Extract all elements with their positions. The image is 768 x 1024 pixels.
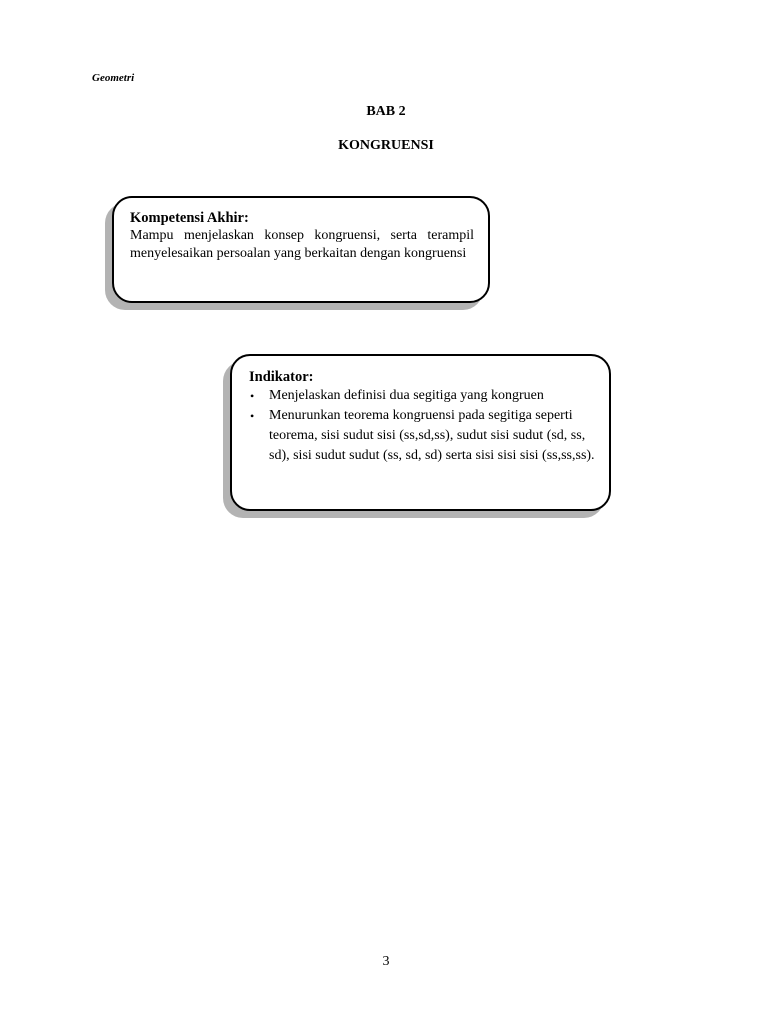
indikator-item-text: Menjelaskan definisi dua segitiga yang kongruen [269,388,544,403]
indikator-box [230,354,611,511]
running-header: Geometri [92,72,135,84]
bullet-icon: • [250,389,255,403]
list-item [249,406,595,466]
indikator-list [249,386,595,466]
page-number: 3 [382,954,390,969]
chapter-number: BAB 2 [366,104,406,119]
bullet-icon: • [250,409,255,423]
list-item [249,386,595,406]
kompetensi-akhir-box [112,196,490,303]
indikator-item-text: Menurunkan teorema kongruensi pada segitiga seperti teorema, sisi sudut sisi (ss,sd,ss), sudut sisi sudut (sd, ss, sd), sisi sudut sudut (ss, sd, sd) serta sisi sisi sisi (ss,ss,ss). [269,408,595,463]
chapter-title: KONGRUENSI [338,138,434,153]
indikator-title: Indikator: [249,369,314,385]
kompetensi-text: Mampu menjelaskan konsep kongruensi, serta terampil menyelesaikan persoalan yang berkaitan dengan kongruensi [130,228,474,261]
kompetensi-title: Kompetensi Akhir: [130,210,249,226]
